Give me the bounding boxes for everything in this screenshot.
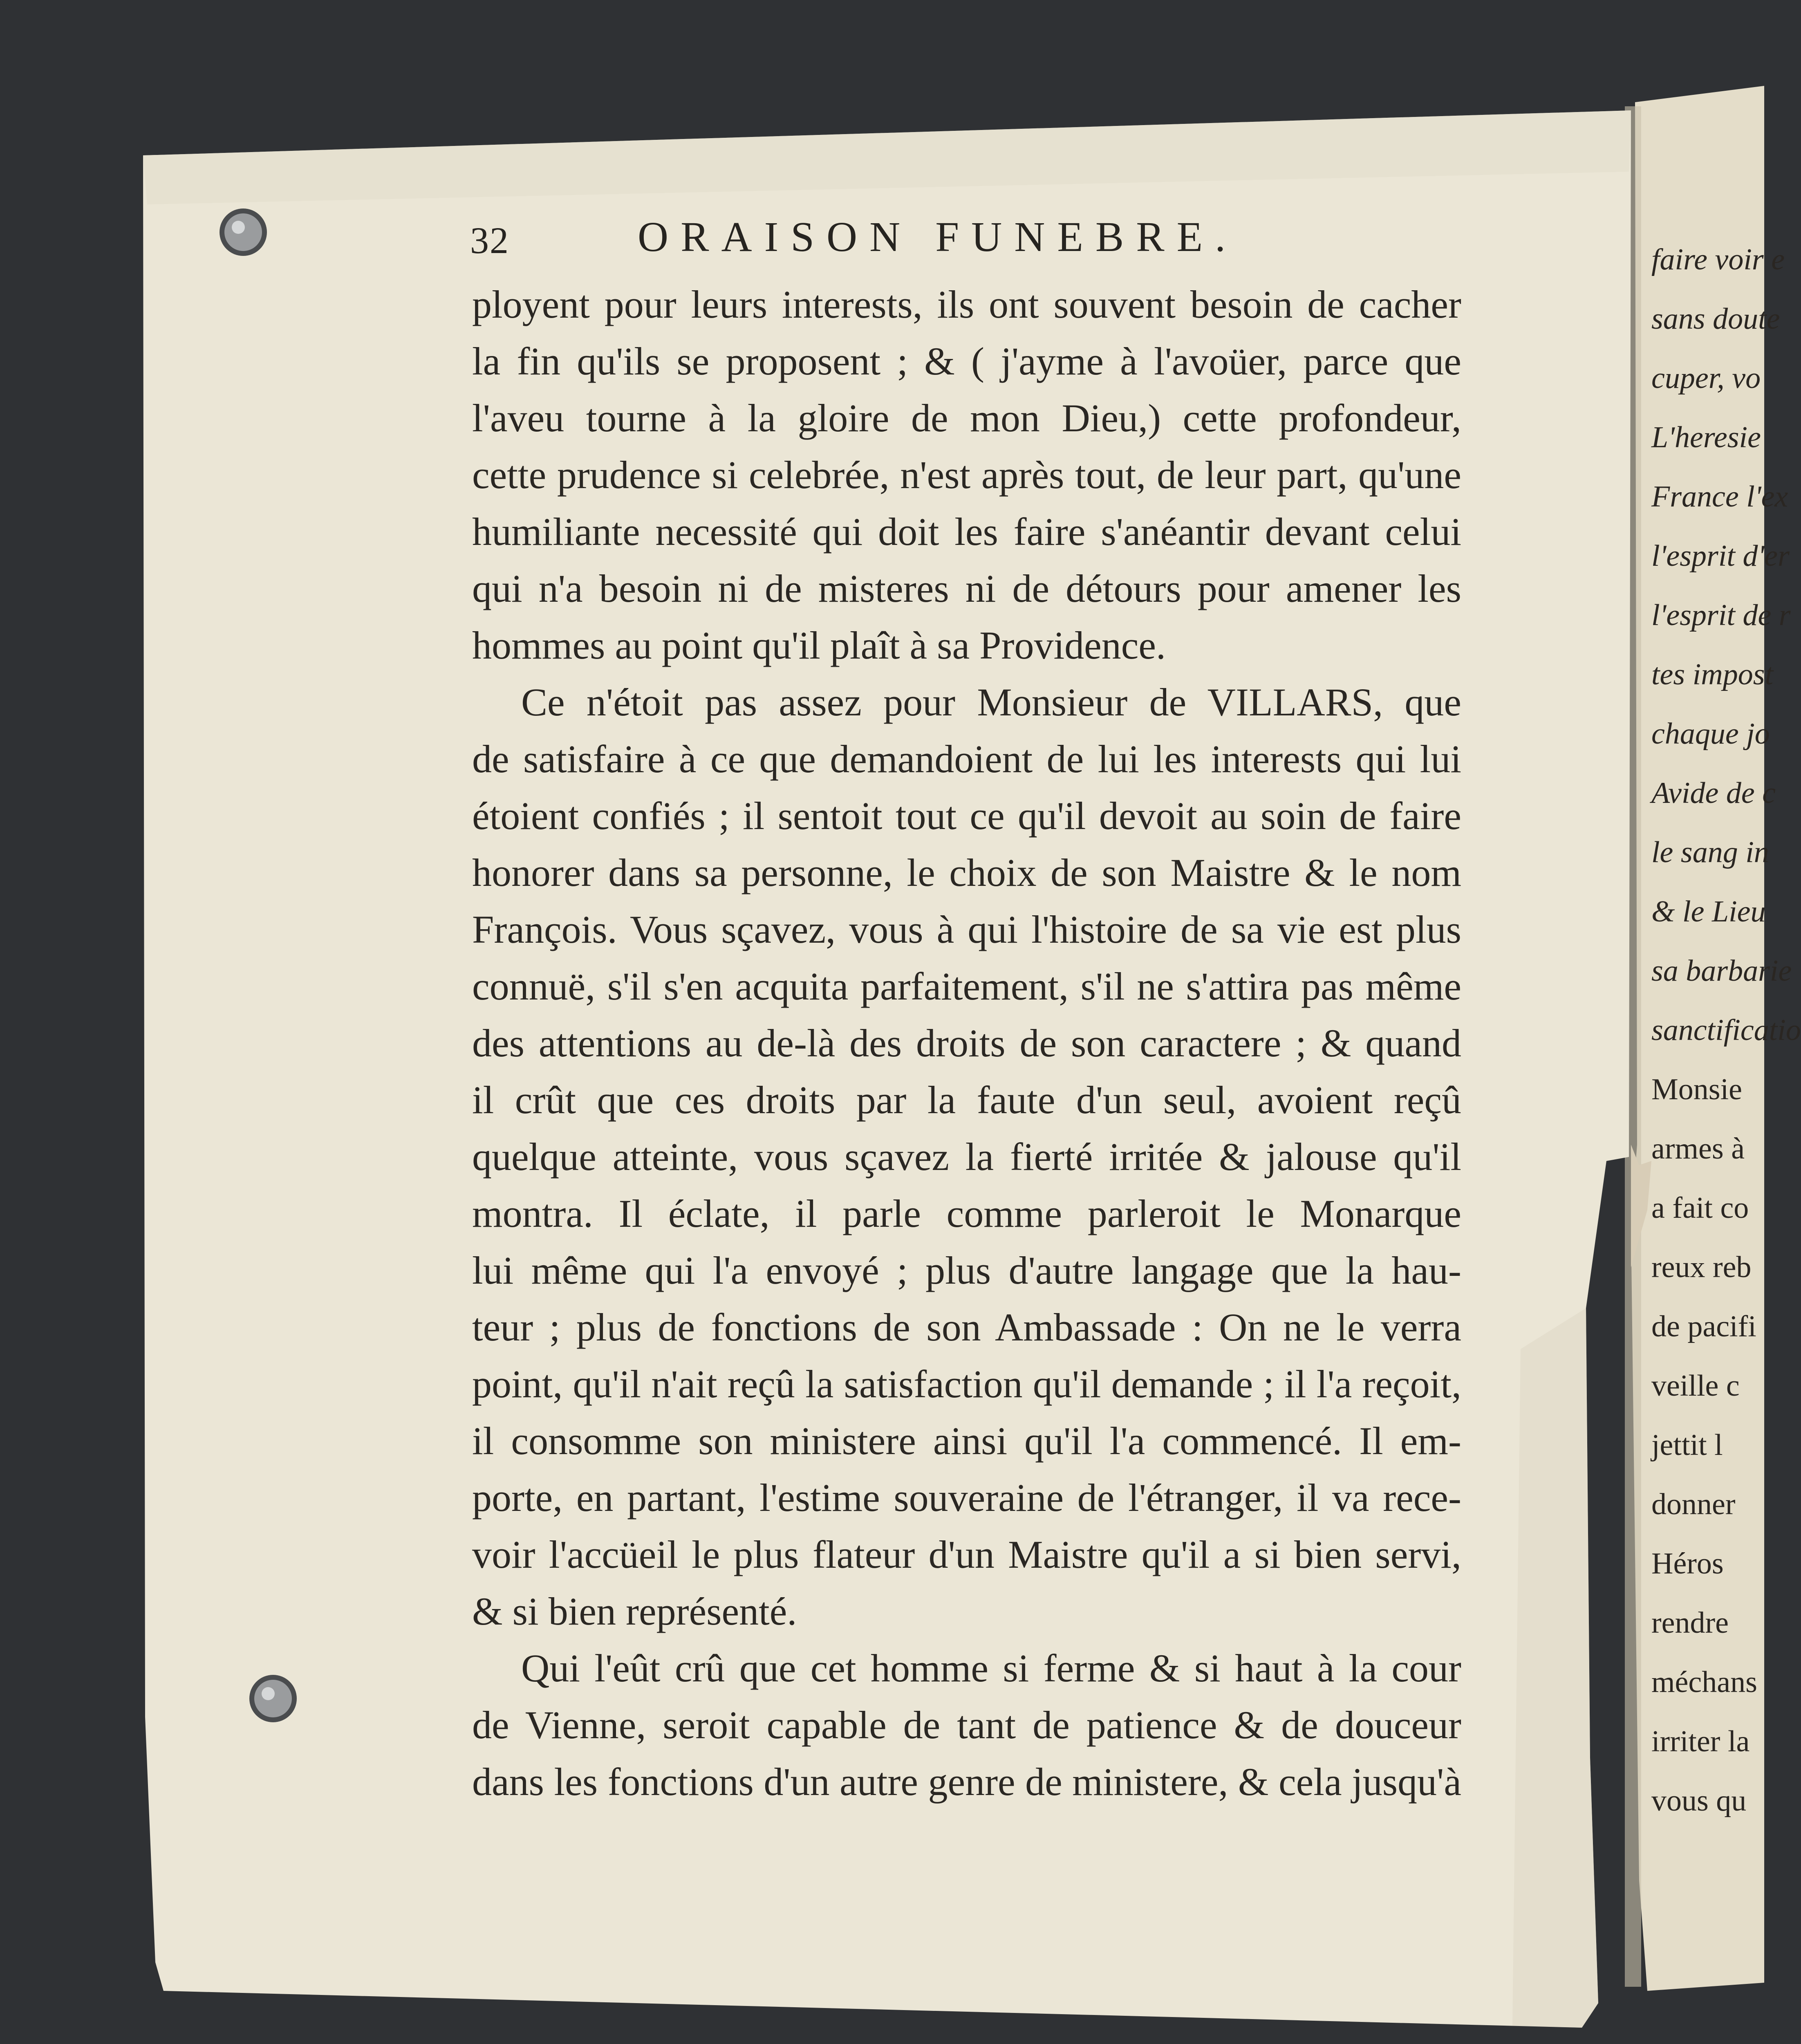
text-line: cette prudence si celebrée, n'est après tout, de leur part, qu'une [472, 453, 1461, 497]
facing-line: sanctificatio [1651, 1013, 1801, 1047]
text-line: de satisfaire à ce que demandoient de lui les interests qui lui [472, 737, 1461, 781]
facing-line: l'esprit de r [1651, 598, 1791, 632]
facing-line: L'heresie [1651, 421, 1761, 454]
facing-line: a fait co [1651, 1191, 1749, 1225]
text-line: des attentions au de-là des droits de son caractere ; & quand [472, 1021, 1461, 1065]
text-line: Ce n'étoit pas assez pour Monsieur de VILLARS, que [521, 680, 1461, 724]
text-line: hommes au point qu'il plaît à sa Providence. [472, 623, 1166, 667]
text-line: ployent pour leurs interests, ils ont souvent besoin de cacher [472, 282, 1461, 326]
facing-line: irriter la [1651, 1725, 1750, 1758]
text-line: point, qu'il n'ait reçû la satisfaction qu'il demande ; il l'a reçoit, [472, 1362, 1461, 1406]
text-line: il consomme son ministere ainsi qu'il l'a commencé. Il em- [472, 1419, 1461, 1463]
page-number: 32 [470, 220, 509, 261]
facing-line: vous qu [1651, 1784, 1747, 1818]
facing-line: faire voir e [1651, 243, 1785, 276]
text-line: la fin qu'ils se proposent ; & ( j'ayme à l'avoüer, parce que [472, 339, 1461, 383]
facing-line: sans doute [1651, 302, 1780, 336]
facing-line: sa barbarie [1651, 954, 1792, 988]
facing-line: méchans [1651, 1665, 1757, 1699]
text-line: voir l'accüeil le plus flateur d'un Maistre qu'il a si bien servi, [472, 1533, 1461, 1576]
text-line: connuë, s'il s'en acquita parfaitement, s'il ne s'attira pas même [472, 964, 1461, 1008]
facing-line: armes à [1651, 1132, 1745, 1165]
facing-line: reux reb [1651, 1251, 1752, 1284]
facing-line: chaque jo [1651, 717, 1770, 751]
text-line: porte, en partant, l'estime souveraine de l'étranger, il va rece- [472, 1476, 1461, 1520]
text-line: dans les fonctions d'un autre genre de ministere, & cela jusqu'à [472, 1760, 1461, 1804]
facing-line: Avide de c [1651, 776, 1776, 810]
facing-line: le sang in [1651, 836, 1769, 869]
facing-line: veille c [1651, 1369, 1740, 1403]
text-line: Qui l'eût crû que cet homme si ferme & si haut à la cour [521, 1646, 1461, 1690]
text-line: qui n'a besoin ni de misteres ni de détours pour amener les [472, 567, 1461, 610]
facing-line: l'esprit d'er [1651, 539, 1790, 573]
text-line: l'aveu tourne à la gloire de mon Dieu,) cette profondeur, [472, 396, 1461, 440]
text-line: teur ; plus de fonctions de son Ambassade : On ne le verra [472, 1305, 1461, 1349]
facing-line: France l'ex [1651, 480, 1788, 513]
text-line: montra. Il éclate, il parle comme parleroit le Monarque [472, 1192, 1461, 1235]
text-line: étoient confiés ; il sentoit tout ce qu'il devoit au soin de faire [472, 794, 1461, 838]
facing-line: donner [1651, 1488, 1736, 1521]
text-line: lui même qui l'a envoyé ; plus d'autre langage que la hau- [472, 1248, 1461, 1292]
facing-line: Monsie [1651, 1073, 1742, 1106]
text-line: & si bien représenté. [472, 1589, 797, 1633]
facing-line: de pacifi [1651, 1310, 1756, 1343]
facing-line: tes impost [1651, 658, 1774, 691]
text-line: François. Vous sçavez, vous à qui l'histoire de sa vie est plus [472, 908, 1461, 951]
facing-line: Héros [1651, 1547, 1724, 1580]
text-line: de Vienne, seroit capable de tant de patience & de douceur [472, 1703, 1461, 1747]
text-line: il crût que ces droits par la faute d'un seul, avoient reçû [472, 1078, 1461, 1122]
text-line: honorer dans sa personne, le choix de son Maistre & le nom [472, 851, 1461, 894]
text-line: humiliante necessité qui doit les faire s'anéantir devant celui [472, 510, 1461, 554]
facing-line: rendre [1651, 1606, 1729, 1640]
facing-line: & le Lieu [1651, 895, 1766, 928]
running-head: ORAISON FUNEBRE. [638, 213, 1238, 260]
facing-line: cuper, vo [1651, 361, 1761, 395]
text-line: quelque atteinte, vous sçavez la fierté irritée & jalouse qu'il [472, 1135, 1461, 1179]
facing-line: jettit l [1651, 1428, 1723, 1462]
